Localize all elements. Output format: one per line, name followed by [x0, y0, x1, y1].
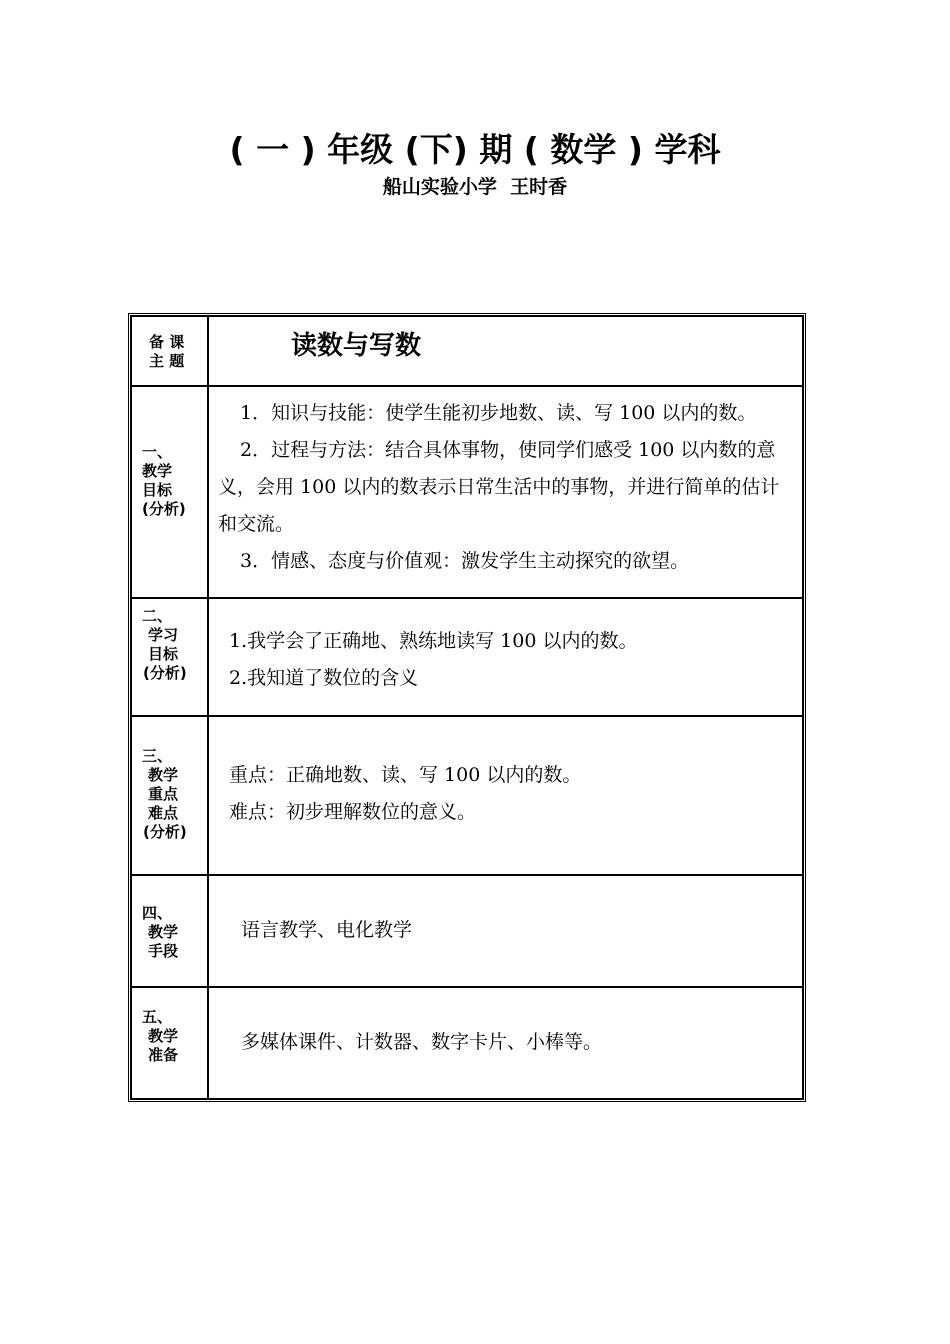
label-line: 教学 [142, 462, 173, 480]
preparation-value: 多媒体课件、计数器、数字卡片、小棒等。 [241, 1031, 603, 1053]
teaching-goal-item: 1．知识与技能：使学生能初步地数、读、写 100 以内的数。 [240, 402, 757, 424]
cell-topic [208, 316, 803, 386]
label-line: (分析) [143, 664, 187, 682]
learning-goal-item: 2.我知道了数位的含义 [229, 667, 419, 689]
label-preparation [131, 987, 208, 1099]
cell-methods [208, 875, 803, 987]
label-line: 五、 [142, 1008, 173, 1026]
table-row-learning-goals [131, 598, 803, 716]
label-teaching-goals [131, 386, 208, 598]
label-line: 二、 [142, 607, 173, 625]
cell-learning-goals [208, 598, 803, 716]
label-line: 四、 [142, 904, 173, 922]
label-line: (分析) [142, 500, 186, 518]
label-line: 教学 [148, 923, 179, 941]
label-line: (分析) [143, 823, 187, 841]
table-row-key-points [131, 716, 803, 875]
label-line: 难点 [148, 804, 179, 822]
label-topic-line2: 主 题 [149, 352, 185, 370]
label-topic [131, 316, 208, 386]
label-key-points [131, 716, 208, 875]
teaching-goal-item: 3．情感、态度与价值观：激发学生主动探究的欲望。 [240, 550, 690, 572]
key-point-item: 难点：初步理解数位的意义。 [229, 801, 477, 823]
cell-key-points [208, 716, 803, 875]
document-title: ( 一 ) 年级 (下) 期 ( 数学 ) 学科 [229, 130, 721, 169]
label-line: 教学 [148, 766, 179, 784]
cell-preparation [208, 987, 803, 1099]
label-line: 一、 [142, 443, 173, 461]
methods-value: 语言教学、电化教学 [241, 919, 413, 941]
label-line: 三、 [142, 747, 173, 765]
label-line: 手段 [148, 942, 179, 960]
label-line: 准备 [148, 1046, 179, 1064]
label-line: 重点 [148, 785, 179, 803]
table-row-teaching-goals [131, 386, 803, 598]
table-row-preparation [131, 987, 803, 1099]
label-line: 目标 [148, 645, 179, 663]
lesson-plan-table [128, 313, 806, 1102]
key-point-item: 重点：正确地数、读、写 100 以内的数。 [229, 764, 582, 786]
label-line: 学习 [148, 626, 179, 644]
cell-teaching-goals [208, 386, 803, 598]
table-row-methods [131, 875, 803, 987]
teaching-goal-item: 2．过程与方法：结合具体事物，使同学们感受 100 以内数的意义，会用 100 以内的数表示日常生活中的事物，并进行简单的估计和交流。 [218, 439, 780, 535]
label-learning-goals [131, 598, 208, 716]
table-row-topic [131, 316, 803, 386]
document-subtitle: 船山实验小学 王时香 [382, 176, 568, 198]
label-line: 教学 [148, 1027, 179, 1045]
learning-goal-item: 1.我学会了正确地、熟练地读写 100 以内的数。 [229, 630, 638, 652]
label-methods [131, 875, 208, 987]
label-line: 目标 [142, 481, 173, 499]
topic-value: 读数与写数 [291, 331, 422, 361]
label-topic-line1: 备 课 [149, 333, 185, 351]
